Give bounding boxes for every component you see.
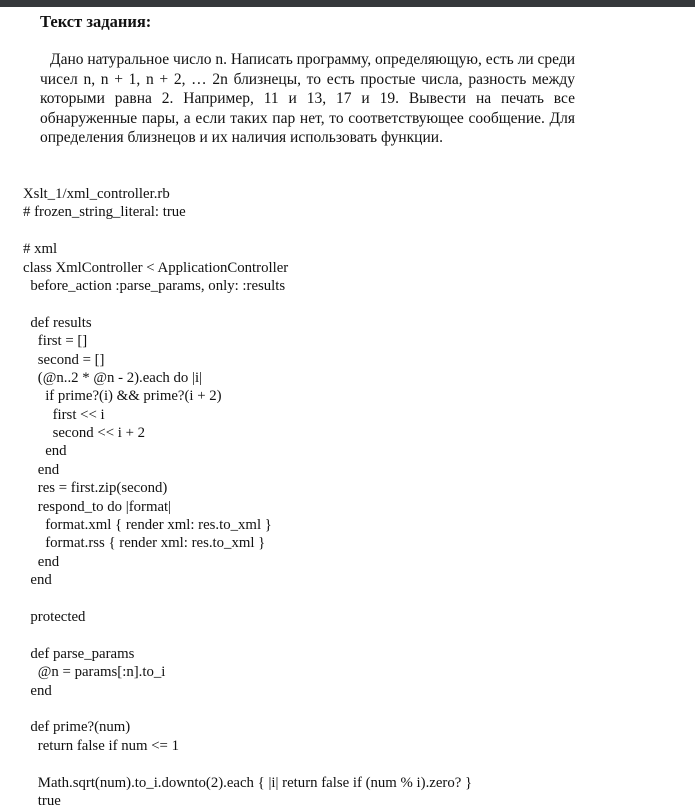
code-line: def results <box>23 314 92 331</box>
code-line: true <box>23 792 61 809</box>
code-line: first << i <box>23 406 105 423</box>
code-line: # xml <box>23 241 58 258</box>
code-line: (@n..2 * @n - 2).each do |i| <box>23 369 203 386</box>
code-line: Xslt_1/xml_controller.rb <box>23 186 170 202</box>
code-line: @n = params[:n].to_i <box>23 664 166 681</box>
task-section <box>40 10 575 148</box>
code-line: # frozen_string_literal: true <box>23 204 186 221</box>
code-line: end <box>23 443 67 460</box>
code-line: protected <box>23 608 86 625</box>
code-line: first = [] <box>23 333 88 350</box>
code-line: respond_to do |format| <box>23 498 172 515</box>
code-line: if prime?(i) && prime?(i + 2) <box>23 388 222 405</box>
code-line: before_action :parse_params, only: :results <box>23 277 286 294</box>
code-line <box>23 755 472 773</box>
code-line: def parse_params <box>23 645 135 662</box>
code-line: res = first.zip(second) <box>23 480 168 497</box>
code-line: end <box>23 461 60 478</box>
code-line: end <box>23 572 52 589</box>
task-heading: Текст задания: <box>40 12 152 31</box>
code-line <box>23 590 472 608</box>
code-line: format.xml { render xml: res.to_xml } <box>23 517 272 534</box>
task-body: Дано натуральное число n. Написать программу, определяющую, есть ли среди чисел n, n + 1, n + 2, … 2n близнецы, то есть простые числа, разность между которыми равна 2. Например, 11 и 13, 17 и 19. Вывести на печать все обнаруженные пары, а если таких пар нет, то соответствующее сообщение. Для определения близнецов и их наличия использовать функции. <box>40 51 575 147</box>
code-line <box>23 700 472 718</box>
code-listing <box>23 185 472 810</box>
code-line: return false if num <= 1 <box>23 737 179 754</box>
code-line: Math.sqrt(num).to_i.downto(2).each { |i| return false if (num % i).zero? } <box>23 774 473 791</box>
code-line: format.rss { render xml: res.to_xml } <box>23 535 266 552</box>
code-line: second = [] <box>23 351 105 368</box>
code-line <box>23 222 472 240</box>
code-line: def prime?(num) <box>23 719 131 736</box>
code-line: end <box>23 682 52 699</box>
top-bar <box>0 0 695 7</box>
code-line: second << i + 2 <box>23 425 146 442</box>
code-line <box>23 295 472 313</box>
code-line <box>23 626 472 644</box>
code-line: class XmlController < ApplicationController <box>23 259 289 276</box>
code-line: end <box>23 553 60 570</box>
